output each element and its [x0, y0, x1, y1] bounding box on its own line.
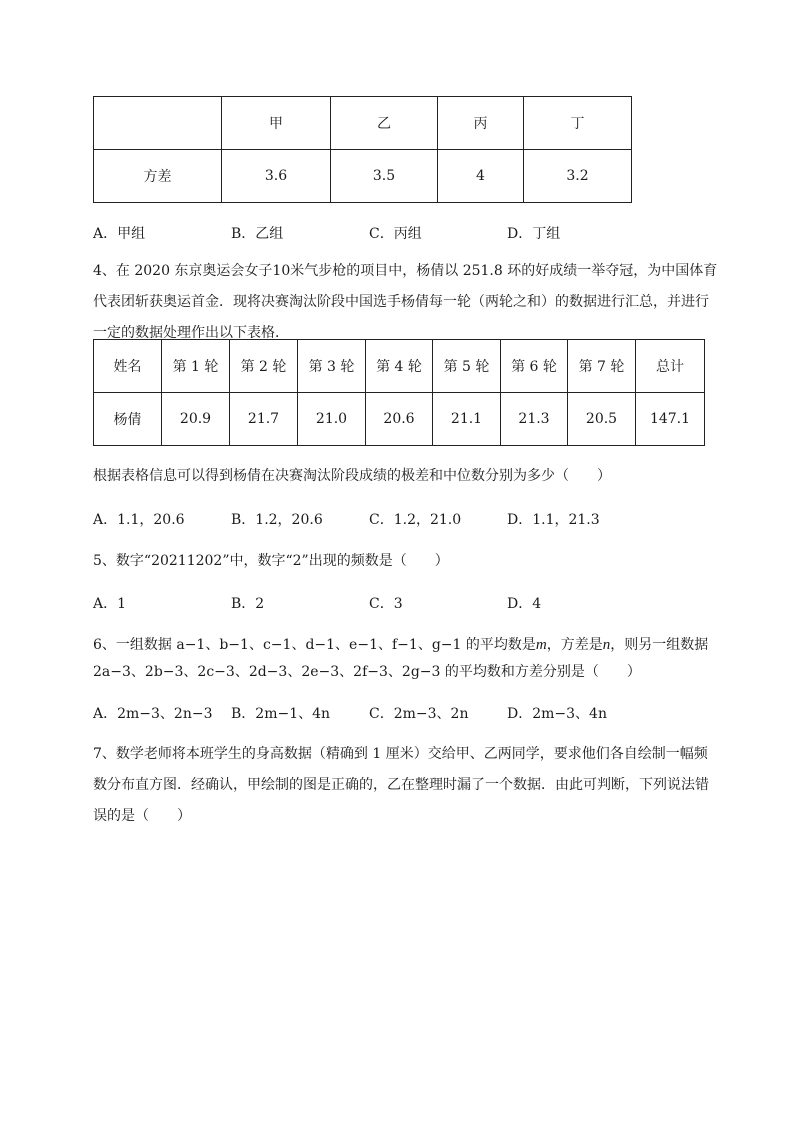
header-cell-bing: 丙 [438, 97, 524, 150]
q6-option-d[interactable]: D．2m−3、4n [507, 706, 607, 722]
q7-stem [93, 739, 743, 832]
header-round: 第 4 轮 [366, 340, 433, 393]
q6-term: a−1 [176, 637, 206, 653]
round-score: 20.9 [162, 393, 230, 446]
header-cell-jia: 甲 [222, 97, 331, 150]
total-score: 147.1 [636, 393, 705, 446]
q4-stem-line: 4、在 2020 东京奥运会女子10米气步枪的项目中，杨倩以 251.8 环的好成绩一举夺冠，为中国体育 [93, 263, 718, 279]
q6-term: c−1 [262, 637, 292, 653]
round-score: 21.3 [501, 393, 568, 446]
header-round: 第 3 轮 [298, 340, 366, 393]
q4-option-d[interactable]: D．1.1，21.3 [507, 512, 600, 528]
header-round: 第 2 轮 [230, 340, 298, 393]
q5-option-c[interactable]: C．3 [369, 596, 403, 612]
round-score: 21.7 [230, 393, 298, 446]
q7-stem-line: 7、数学老师将本班学生的身高数据（精确到 1 厘米）交给甲、乙两同学，要求他们各自绘制一幅频 [93, 746, 708, 762]
q6-term-2: 2c−3 [197, 664, 235, 680]
variance-value-jia: 3.6 [222, 150, 331, 203]
q6-term-2: 2e−3 [301, 664, 340, 680]
q3-option-c[interactable]: C．丙组 [369, 226, 422, 242]
q3-option-b[interactable]: B．乙组 [231, 226, 284, 242]
variance-value-bing: 4 [438, 150, 524, 203]
q6-option-b[interactable]: B．2m−1、4n [231, 706, 331, 722]
q5-option-a[interactable]: A．1 [93, 596, 127, 612]
q3-option-a[interactable]: A．甲组 [93, 226, 146, 242]
variance-value-yi: 3.5 [331, 150, 438, 203]
q6-options [93, 703, 645, 723]
q6-prefix: 6、一组数据 [93, 637, 177, 653]
q4-options [93, 509, 645, 529]
q6-term-2: 2d−3 [248, 664, 288, 680]
q4-option-b[interactable]: B．1.2，20.6 [231, 512, 323, 528]
q6-mid: 的平均数是 [461, 637, 536, 653]
q7-stem-line: 误的是（ ） [93, 808, 191, 824]
q6-term: e−1 [349, 637, 378, 653]
q6-suffix: ，则另一组数据 [610, 637, 709, 653]
q5-stem: 5、数字“20211202”中，数字“2”出现的频数是（ ） [93, 553, 449, 569]
score-header-row [94, 340, 705, 393]
header-total: 总计 [636, 340, 705, 393]
q4-option-c[interactable]: C．1.2，21.0 [369, 512, 462, 528]
round-score: 20.5 [568, 393, 636, 446]
q6-stem-line-1: 6、一组数据 a−1、b−1、c−1、d−1、e−1、f−1、g−1 的平均数是m，方差是n，则另一组数据 [93, 637, 709, 653]
q7-stem-line: 数分布直方图．经确认，甲绘制的图是正确的，乙在整理时漏了一个数据．由此可判断，下列说法错 [93, 777, 709, 793]
round-score: 21.1 [433, 393, 501, 446]
q5-options [93, 593, 645, 613]
q5-option-b[interactable]: B．2 [231, 596, 265, 612]
variance-value-row [94, 150, 632, 203]
q4-option-a[interactable]: A．1.1，20.6 [93, 512, 185, 528]
variance-table [93, 96, 632, 203]
q6-term: b−1 [219, 637, 249, 653]
q6-term-2: 2g−3 [401, 664, 441, 680]
round-score: 21.0 [298, 393, 366, 446]
q6-variance-variable: n [602, 637, 611, 653]
q6-option-a[interactable]: A．2m−3、2n−3 [93, 706, 213, 722]
header-round: 第 6 轮 [501, 340, 568, 393]
variance-header-row [94, 97, 632, 150]
round-score: 20.6 [366, 393, 433, 446]
q6-term: f−1 [391, 637, 418, 653]
q6-mid2: ，方差是 [546, 637, 603, 653]
q6-option-c[interactable]: C．2m−3、2n [369, 706, 469, 722]
header-cell-empty [94, 97, 222, 150]
header-round: 第 5 轮 [433, 340, 501, 393]
variance-value-ding: 3.2 [524, 150, 632, 203]
header-cell-ding: 丁 [524, 97, 632, 150]
q6-stem-line-2: 2a−3、2b−3、2c−3、2d−3、2e−3、2f−3、2g−3 的平均数和方差分别是（ ） [93, 664, 641, 680]
q3-option-d[interactable]: D．丁组 [507, 226, 561, 242]
q6-term: g−1 [431, 637, 462, 653]
row-label-variance: 方差 [94, 150, 222, 203]
athlete-name: 杨倩 [94, 393, 162, 446]
q6-term: d−1 [305, 637, 336, 653]
q4-stem [93, 256, 743, 349]
q5-option-d[interactable]: D．4 [507, 596, 542, 612]
header-round: 第 1 轮 [162, 340, 230, 393]
header-round: 第 7 轮 [568, 340, 636, 393]
header-name: 姓名 [94, 340, 162, 393]
q4-stem-line: 一定的数据处理作出以下表格． [93, 325, 289, 341]
score-value-row [94, 393, 705, 446]
q4-question: 根据表格信息可以得到杨倩在决赛淘汰阶段成绩的极差和中位数分别为多少（ ） [93, 468, 611, 484]
q3-options [93, 223, 645, 243]
header-cell-yi: 乙 [331, 97, 438, 150]
q4-stem-line: 代表团斩获奥运首金．现将决赛淘汰阶段中国选手杨倩每一轮（两轮之和）的数据进行汇总，并进行 [93, 294, 709, 310]
q6-suffix-2: 的平均数和方差分别是（ ） [440, 664, 641, 680]
q6-term-2: 2a−3 [93, 664, 131, 680]
score-table [93, 339, 705, 446]
q6-term-2: 2f−3 [353, 664, 388, 680]
q6-mean-variable: m [535, 637, 547, 653]
q6-term-2: 2b−3 [144, 664, 184, 680]
